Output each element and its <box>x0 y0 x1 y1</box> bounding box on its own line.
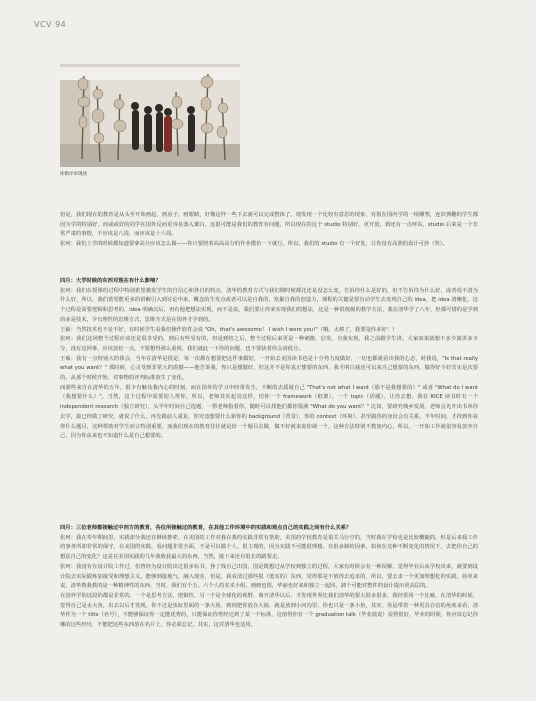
paragraph: 张珂：我们在授课的过程中特别希望激发学生的自信心和各自的特点，清华的教育方式与我们期时候都比还是没怎么变，告诉你什么是好的，但不告诉你为什么好，或者说不清为什么好，所以，我们希望能更多的讲解引入到讨论中来，概念的生发点或者可以是自我的，发掘自我的创造力，课程的关键是要有动学生去发现自己的 idea，把 idea 清晰化，这个过程是需要逻辑和思考的，idea 明确以后，再有他把想法实现，而不是说，我们要让你来实现我们的想法，这是一种很低级的教学方法，我在清华学了八年，但都可惜的是学到的多是技术，少有理性的思维方式，思维方式是在国外才学到的。 <box>60 287 478 323</box>
paragraph: 但是，我们现在的教育是从头至开始画起，画房子，画眼睛，好像这样一些下去就可以完成整体了，现发现一个比较有意思的现象，有很在国内学的一组雕塑，连滨弹翻的学生都因为学的特别好，而或或好的同学在国外反而更容易落入窠臼，这很可能是我们的教育有问题，所以现在的这个 studio 特别好，更开放，到还有一点呼东，studio 后来是一个非常严肃的事情，不应该是八周，而应该是十六周。 <box>60 212 478 238</box>
question-heading: 四月：三位老师都接触过中西方的教育，各位所接触过的教育，在其他工作环境中的实践和观点自己的实践之间有什么关系？ <box>60 525 352 531</box>
intro-section <box>60 211 478 250</box>
exhibition-photo <box>60 64 240 167</box>
question-section-1 <box>60 277 478 442</box>
paragraph: 王硕：当然技术也不是不好，有时候学生看我们操作软件会说 "Oh，that's awesome！ I wish I were you!"（哦，太棒了，我要是你多好！） <box>60 326 398 333</box>
question-section-2 <box>60 524 478 631</box>
paragraph: 张珂：我没有在设计院工作过，但曾经为设计院出过很多标书，挣了钱自己出国，国是既想过从学校到独立的过程，大家有时候会有一种误解，觉得毕业后从学校出来，就要到设计院去实际锻炼加接受和理想主义，能够到接地气，融入现实，但是，我看清过那些很（低实的）东西，觉得那是不值得去追求的，所以，要去求一个更加理想化的实践，简单来说，清华教我教的是一种精神性的东西，当时，我们有个五、六个人的美术小组，画画也很，华丽也好来和独立一起回，卸个可能对整件的设计提出更高层的。 <box>60 563 478 590</box>
photo-caption: 库勒评审现场 <box>60 172 87 177</box>
paragraph: 张珂：我们上学的时候都知道要拿高分应该怎么做——你只要照着高高高分的作业模仿一下就行，所以，我们的 studio 有一个好处，让你没有高照的设计可抄（笑）。 <box>60 241 448 248</box>
page-header: VCV 94 <box>34 20 67 29</box>
paragraph: 而那些来自在清华的五年，很少有触及我内心的时刻，而在国外的学习中经常发生，不断的去质疑自己 "That's not what I want（那不是我想要的）" 或者 "What do I want（我想要什么）"，当然，这个过程中需要迎人帮你，所以，老师其实起其这样，结你一个 framework（框架），一个 topic（话题），让你去想，我在 RICE 读书时有一个 independent research（独立研究），头半年时间自己选题，一帮老师指着你，随时可以找他们都你报满 "What do you want？" 比如，要研究城乡发展，老师会先开出书单你去学，接已经做了研究，就说了什么，再先跟前人重复，你究竟想要什么新你的 background（背景），你的 context（环境），甚至跟你的身份会有关系，半年时间，才找到你看你什么题目，这种帮助对学生而言特别重要，而我们现在的教育往往就是给一个题目去做，做不好就来说你调一个，这种方法特别不教加内心，所以，一开始工作就很容易放弃自己，因为你从来也不知道什么是自己想要的。 <box>60 384 478 440</box>
paragraph: 王硕：我有一点特别大的体会，当年在清华是很是，每一次都在想要把这件事做好，一开始去美国读书也是十分势力度做好，一切也都就看出我的心态，时我说，"Is that really what you want？" 那时候，心灵受到非常大的震撼——他告诉我，你只是想做好，但这并不是你真正想要的东西，我才明白我还可以来自己想要的东西，做得好不好其实是次要的，从那个时候开始，对事物的评判标准放生了变化。 <box>60 355 478 382</box>
paragraph: 在国外学的这段的都是非常的，一个是思考方法，逻辑性，另一个是全球化的视野，离开清华以后，才发现世界比我们清华的要大很多很多，我经常用一个比喻，在清华的时候，觉得自己是水大鱼，出去以后才发现，你不过是鱼缸里面的一条大鱼，到到把你放在大海，就是放到小河沟里，你也只是一条小鱼，其实，你是带着一种更具自信的角度来看，清华作为一个 title（名号），不能够保证你一定能优秀的，只能保证你曾经达到了某一个标准，这值得你有一个 graduation talk（毕业演说）说得很好，毕业的时候，你应该忘记你哪的这些经历，不能把这些东西放在名片上，你必须忘记，其实，这对清华也适用。 <box>60 592 478 629</box>
question-heading: 四月：大学时候的东西对现在有什么影响？ <box>60 278 161 284</box>
paragraph: 张珂：我在奉年期间里，实践却分我还在继续推索，在美国的工作对我在我的实践非常有帮助，美国的学校教育是很关马行空的，当时我在学校也是比较概随的，但是后来我工作的事务所却非常的保守，在美国的实践，看问题非常全面，不是可以做个人、很主观的，因为实践不可能很理想，有很多制约因素，如何在这种不断变化的情况下，去把你自己的想法自己的变化？这是在美国实践的几年我收获最大的东西，当然，接下来还有很长的路要走。 <box>60 534 478 561</box>
paragraph: 张珂：我们这场整个过程应该还是很享受的，到后有些受有的，但是到结之后，整个过程后来更是一种刺激、启发、自我实现，我之前跟学生讲，大家如果就想不多少演讲多少分，没有这回事，应该放松一点，不要想得那么重视，我们就此一下你的问题，也不要执着你会请低分。 <box>60 336 478 352</box>
